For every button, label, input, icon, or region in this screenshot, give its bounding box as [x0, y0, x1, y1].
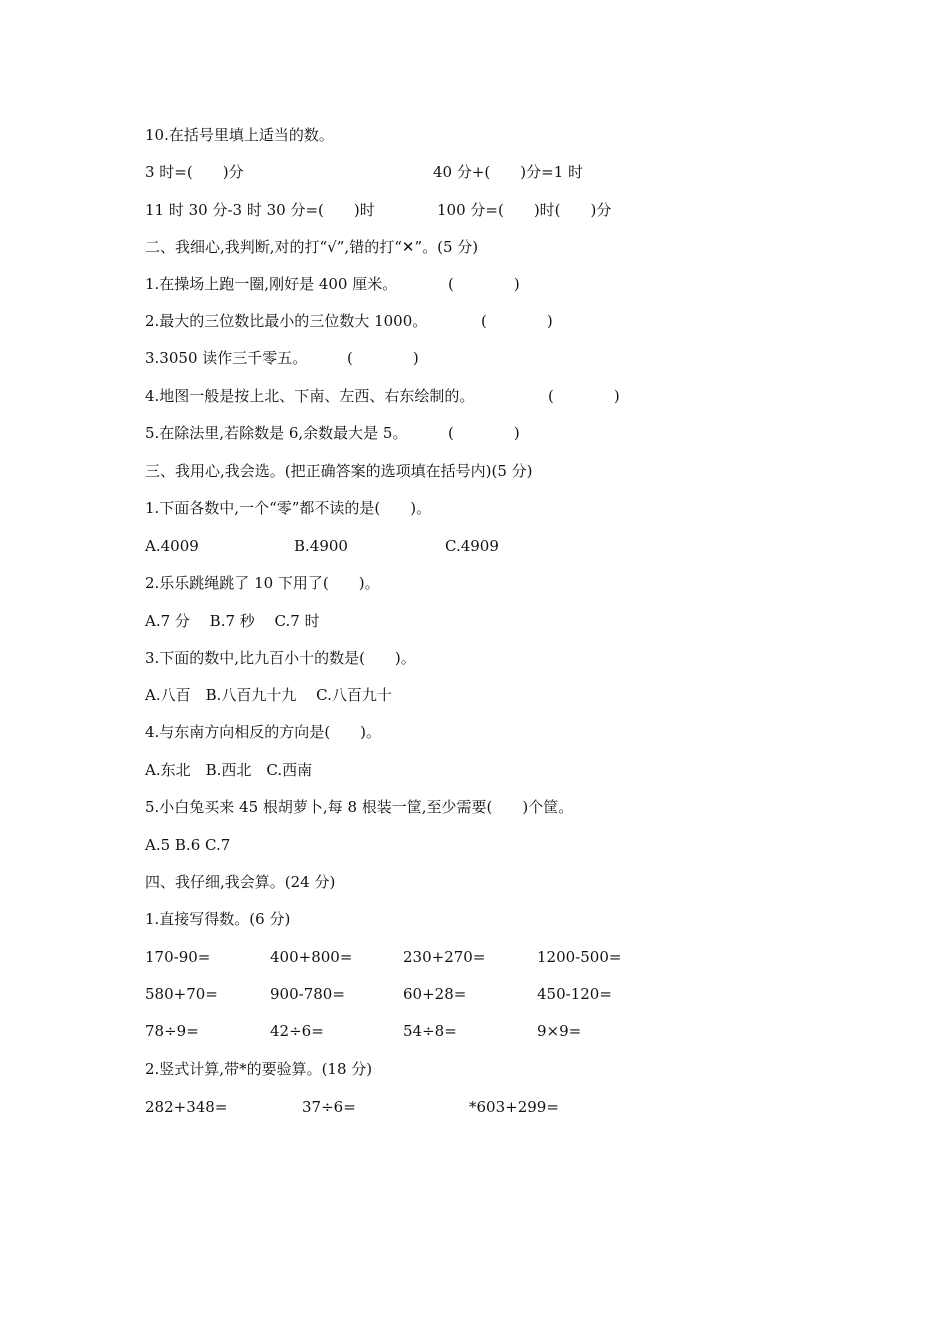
choice-question-5: 5.小白兔买来 45 根胡萝卜,每 8 根装一筐,至少需要( )个筐。 [145, 798, 574, 816]
calc-item: 230+270= [403, 948, 486, 966]
judge-item-1: 1.在操场上跑一圈,刚好是 400 厘米。 [145, 275, 398, 293]
answer-bracket: ( ) [548, 387, 620, 405]
vertical-calc-item: 282+348= [145, 1098, 228, 1116]
judge-item-2: 2.最大的三位数比最小的三位数大 1000。 [145, 312, 428, 330]
choice-options-4: A.东北 B.西北 C.西南 [145, 761, 313, 779]
choice-option-a: A.4009 [145, 537, 199, 555]
judge-item-3: 3.3050 读作三千零五。 [145, 349, 308, 367]
judge-item-5: 5.在除法里,若除数是 6,余数最大是 5。 [145, 424, 408, 442]
calc-item: 60+28= [403, 985, 467, 1003]
calc-item: 900-780= [270, 985, 345, 1003]
judge-item-4: 4.地图一般是按上北、下南、左西、右东绘制的。 [145, 387, 475, 405]
calc-item: 1200-500= [537, 948, 622, 966]
choice-options-5: A.5 B.6 C.7 [145, 836, 231, 854]
vertical-calc-item: 37÷6= [302, 1098, 356, 1116]
subsection-direct-answers: 1.直接写得数。(6 分) [145, 910, 291, 928]
q10-item-2: 40 分+( )分=1 时 [433, 163, 584, 181]
answer-bracket: ( ) [347, 349, 419, 367]
calc-item: 450-120= [537, 985, 612, 1003]
q10-item-3: 11 时 30 分-3 时 30 分=( )时 [145, 201, 375, 219]
calc-item: 42÷6= [270, 1022, 324, 1040]
choice-question-3: 3.下面的数中,比九百小十的数是( )。 [145, 649, 416, 667]
choice-question-1: 1.下面各数中,一个“零”都不读的是( )。 [145, 499, 432, 517]
choice-question-2: 2.乐乐跳绳跳了 10 下用了( )。 [145, 574, 380, 592]
choice-option-b: B.4900 [294, 537, 348, 555]
calc-item: 9×9= [537, 1022, 582, 1040]
q10-item-1: 3 时=( )分 [145, 163, 244, 181]
question-10-title: 10.在括号里填上适当的数。 [145, 126, 334, 144]
choice-options-3: A.八百 B.八百九十九 C.八百九十 [145, 686, 392, 704]
calc-item: 78÷9= [145, 1022, 199, 1040]
section-2-title: 二、我细心,我判断,对的打“√”,错的打“✕”。(5 分) [145, 238, 479, 256]
answer-bracket: ( ) [448, 424, 520, 442]
section-3-title: 三、我用心,我会选。(把正确答案的选项填在括号内)(5 分) [145, 462, 533, 480]
vertical-calc-item: *603+299= [469, 1098, 559, 1116]
answer-bracket: ( ) [448, 275, 520, 293]
answer-bracket: ( ) [481, 312, 553, 330]
q10-item-4: 100 分=( )时( )分 [437, 201, 612, 219]
choice-question-4: 4.与东南方向相反的方向是( )。 [145, 723, 382, 741]
subsection-vertical-calc: 2.竖式计算,带*的要验算。(18 分) [145, 1060, 373, 1078]
calc-item: 54÷8= [403, 1022, 457, 1040]
choice-options-2: A.7 分 B.7 秒 C.7 时 [145, 612, 320, 630]
section-4-title: 四、我仔细,我会算。(24 分) [145, 873, 336, 891]
choice-option-c: C.4909 [445, 537, 499, 555]
calc-item: 170-90= [145, 948, 211, 966]
calc-item: 400+800= [270, 948, 353, 966]
calc-item: 580+70= [145, 985, 218, 1003]
